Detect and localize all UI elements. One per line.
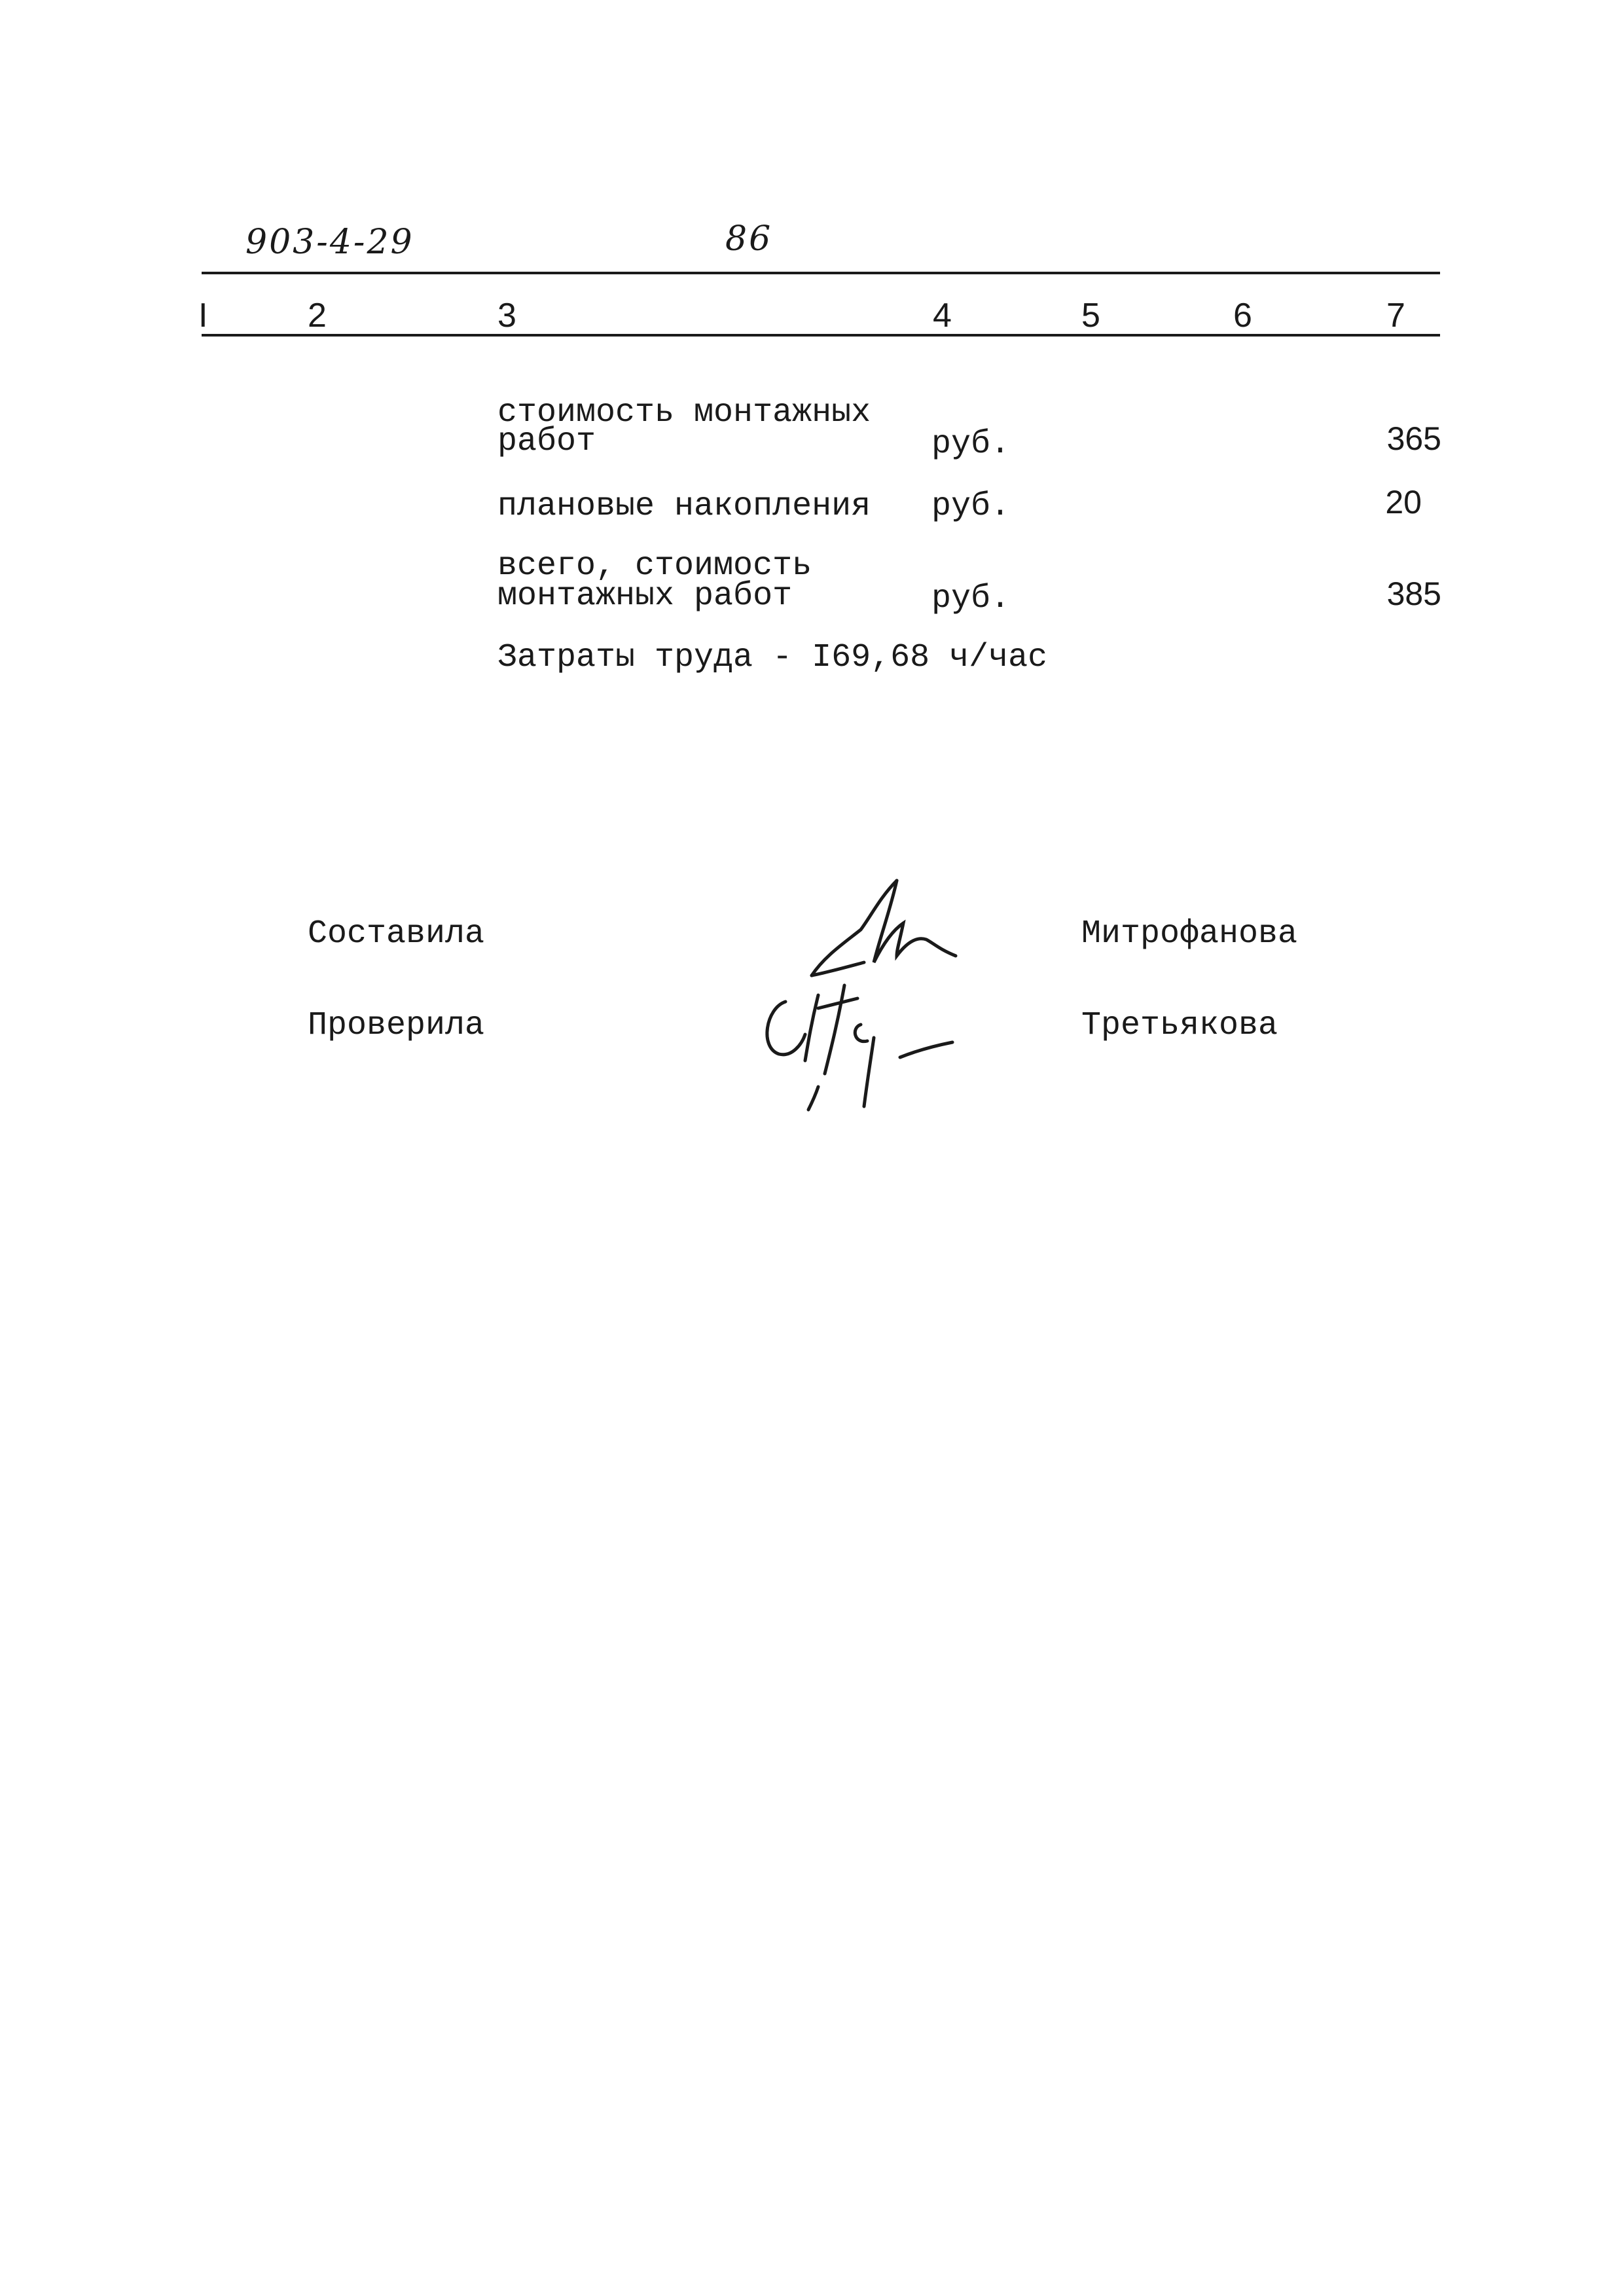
row-3-value: 385 <box>1386 575 1441 612</box>
page-number: 86 <box>725 219 773 259</box>
header-bottom-rule <box>202 334 1440 337</box>
checked-by-label: Проверила <box>308 1007 485 1044</box>
header-top-rule <box>202 272 1440 274</box>
row-1-name-line-1: стоимость монтажных <box>497 394 871 431</box>
compiled-by-label: Составила <box>308 915 485 953</box>
row-1-name-line-2: работ <box>497 423 596 460</box>
row-1-value: 365 <box>1386 420 1441 457</box>
row-3-unit: руб. <box>931 580 1011 617</box>
column-number-6: 6 <box>1233 297 1252 335</box>
checked-by-name: Третьякова <box>1081 1007 1278 1044</box>
row-1-unit: руб. <box>931 426 1011 463</box>
row-2-value: 20 <box>1385 484 1422 520</box>
compiled-by-name: Митрофанова <box>1081 915 1298 953</box>
signature-checked-image <box>746 982 962 1113</box>
column-number-5: 5 <box>1081 297 1100 335</box>
column-number-1: I <box>198 297 208 335</box>
column-number-3: 3 <box>497 297 516 335</box>
row-3-name-line-2: монтажных работ <box>497 577 793 615</box>
row-2-unit: руб. <box>931 488 1011 525</box>
column-number-2: 2 <box>308 297 327 335</box>
column-number-7: 7 <box>1386 297 1405 335</box>
document-number: 903-4-29 <box>245 223 414 262</box>
row-3-name-line-1: всего, стоимость <box>497 547 812 585</box>
column-number-4: 4 <box>933 297 952 335</box>
row-2-name: плановые накопления <box>497 488 871 525</box>
labor-cost: Затраты труда - I69,68 ч/час <box>497 639 1048 676</box>
signature-compiled-image <box>799 877 969 982</box>
